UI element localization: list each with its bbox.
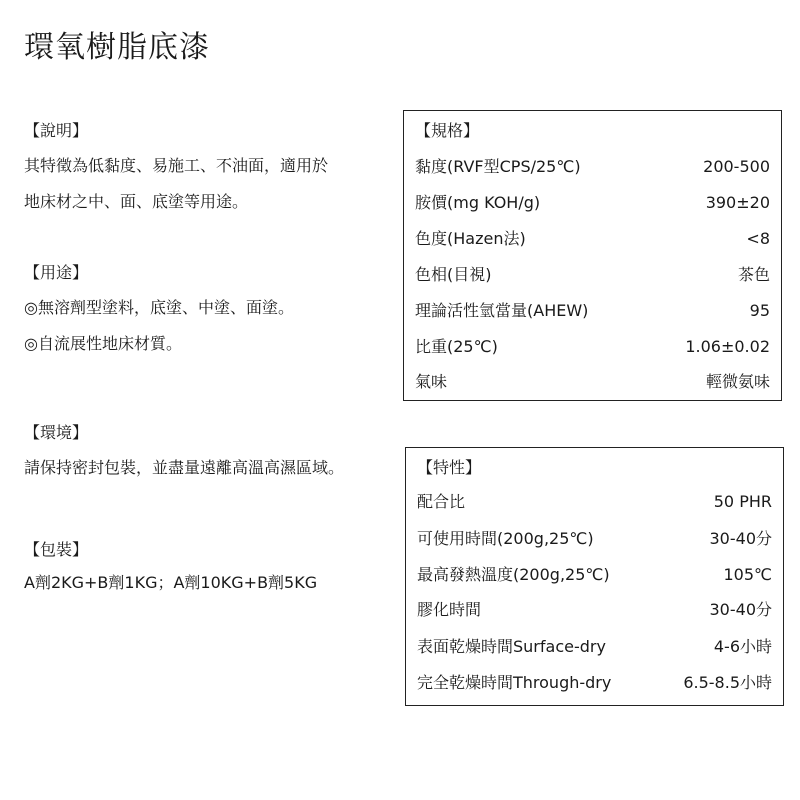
- property-value-pot-life: 30-40分: [709, 529, 772, 548]
- usage-line-1: ◎無溶劑型塗料，底塗、中塗、面塗。: [24, 298, 294, 317]
- packaging-line-1: A劑2KG+B劑1KG；A劑10KG+B劑5KG: [24, 573, 318, 592]
- properties-heading: 【特性】: [417, 458, 482, 477]
- specs-heading: 【規格】: [415, 121, 480, 140]
- spec-label-amine-value: 胺價(mg KOH/g): [415, 193, 541, 212]
- spec-label-viscosity: 黏度(RVF型CPS/25℃): [415, 157, 581, 176]
- spec-value-viscosity: 200-500: [703, 157, 770, 176]
- property-label-pot-life: 可使用時間(200g,25℃): [417, 529, 594, 548]
- property-label-mix-ratio: 配合比: [417, 492, 466, 511]
- spec-value-odor: 輕微氨味: [705, 372, 770, 391]
- spec-value-specific-gravity: 1.06±0.02: [685, 337, 770, 356]
- spec-value-amine-value: 390±20: [705, 193, 770, 212]
- spec-value-ahew: 95: [749, 301, 770, 320]
- usage-line-2: ◎自流展性地床材質。: [24, 334, 182, 353]
- specs-table: [403, 110, 782, 401]
- page-title: 環氧樹脂底漆: [24, 30, 210, 65]
- spec-value-hue: 茶色: [737, 265, 770, 284]
- spec-label-odor: 氣味: [415, 372, 448, 391]
- usage-heading: 【用途】: [24, 263, 89, 282]
- property-label-gel-time: 膠化時間: [417, 600, 482, 619]
- property-value-through-dry: 6.5-8.5小時: [683, 673, 772, 692]
- description-line-2: 地床材之中、面、底塗等用途。: [24, 192, 249, 211]
- spec-label-color-hazen: 色度(Hazen法): [415, 229, 526, 248]
- description-line-1: 其特徵為低黏度、易施工、不油面，適用於: [24, 156, 329, 175]
- property-label-surface-dry: 表面乾燥時間Surface-dry: [417, 637, 606, 656]
- environment-heading: 【環境】: [24, 423, 89, 442]
- property-value-mix-ratio: 50 PHR: [713, 492, 772, 511]
- description-heading: 【說明】: [24, 121, 89, 140]
- property-value-surface-dry: 4-6小時: [713, 637, 772, 656]
- spec-value-color-hazen: <8: [746, 229, 770, 248]
- spec-label-hue: 色相(目視): [415, 265, 492, 284]
- property-label-through-dry: 完全乾燥時間Through-dry: [417, 673, 612, 692]
- property-value-gel-time: 30-40分: [709, 600, 772, 619]
- packaging-heading: 【包裝】: [24, 540, 89, 559]
- property-label-peak-exotherm: 最高發熱溫度(200g,25℃): [417, 565, 610, 584]
- spec-label-ahew: 理論活性氫當量(AHEW): [415, 301, 589, 320]
- properties-table: [405, 447, 784, 706]
- spec-label-specific-gravity: 比重(25℃): [415, 337, 498, 356]
- property-value-peak-exotherm: 105℃: [723, 565, 772, 584]
- environment-line-1: 請保持密封包裝，並盡量遠離高溫高濕區域。: [24, 458, 345, 477]
